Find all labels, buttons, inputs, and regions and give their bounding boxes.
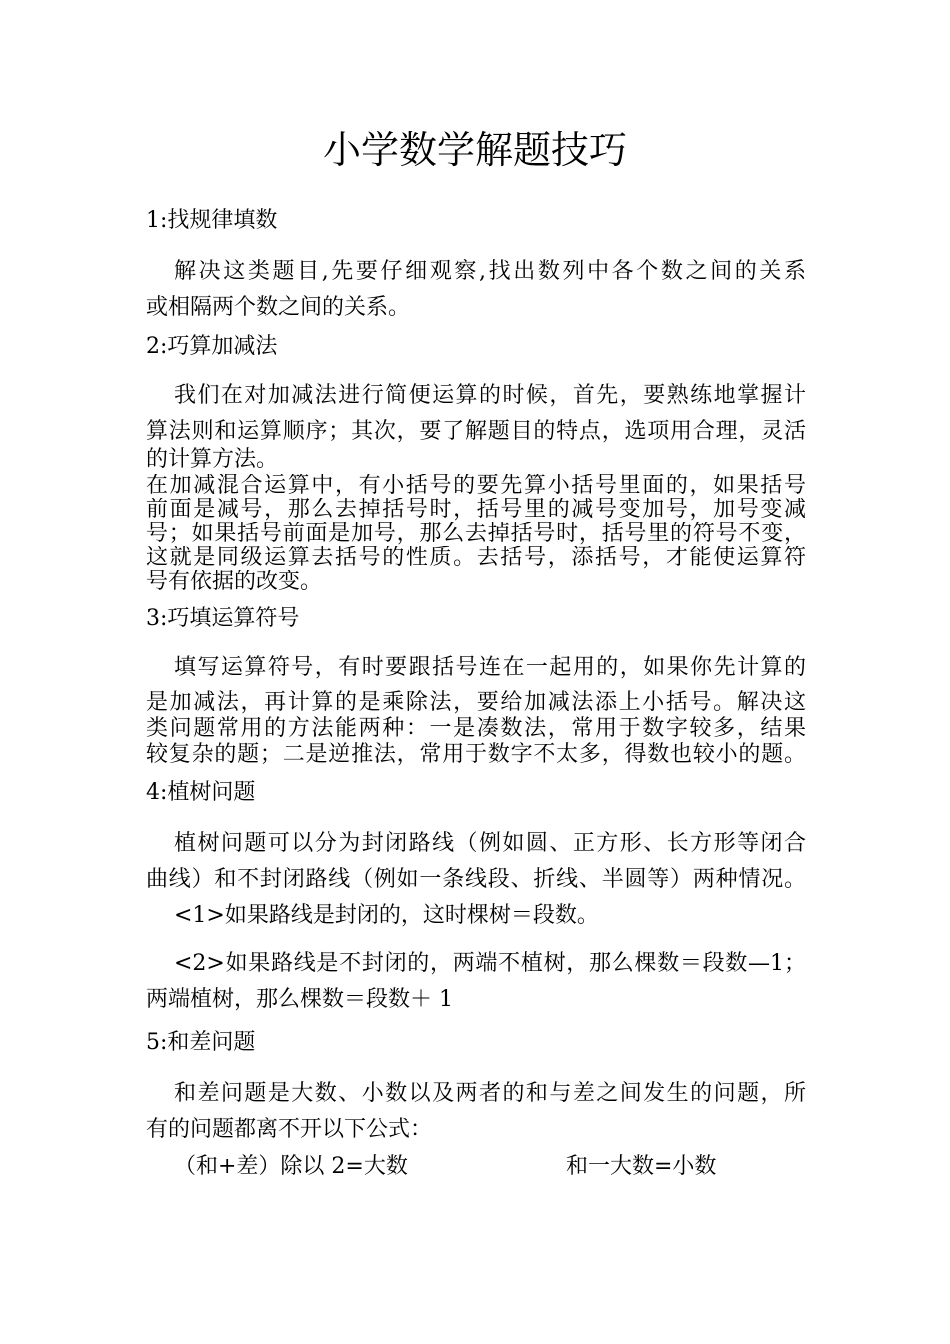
body-line: 算法则和运算顺序；其次，要了解题目的特点，选项用合理，灵活	[146, 419, 806, 444]
body-line: 填写运算符号，有时要跟括号连在一起用的，如果你先计算的	[174, 655, 806, 680]
body-line: 前面是减号，那么去掉括号时，括号里的减号变加号，加号变减	[146, 498, 806, 522]
formula-row	[146, 1152, 806, 1182]
body-line: <2>如果路线是不封闭的，两端不植树，那么棵数＝段数—1；	[174, 951, 806, 976]
body-line: 曲线）和不封闭路线（例如一条线段、折线、半圆等）两种情况。	[146, 867, 806, 892]
section-body-5	[146, 1080, 806, 1144]
body-line: 是加减法，再计算的是乘除法，要给加减法添上小括号。解决这	[146, 690, 806, 715]
body-line: 我们在对加减法进行简便运算的时候，首先，要熟练地掌握计	[174, 383, 806, 408]
section-heading-4: 4:植树问题	[146, 780, 256, 805]
body-line: 的计算方法。	[146, 447, 279, 472]
body-line: 号；如果括号前面是加号，那么去掉括号时，括号里的符号不变，	[146, 522, 806, 546]
section-heading-5: 5:和差问题	[146, 1030, 256, 1055]
body-line: <1>如果路线是封闭的，这时棵树＝段数。	[174, 903, 599, 928]
section-body-3	[146, 654, 806, 768]
section-body-4	[146, 830, 806, 1014]
section-heading-1: 1:找规律填数	[146, 208, 278, 233]
section-heading-3: 3:巧填运算符号	[146, 606, 300, 631]
body-line: 植树问题可以分为封闭路线（例如圆、正方形、长方形等闭合	[174, 831, 806, 856]
body-line: 两端植树，那么棵数＝段数＋ 1	[146, 987, 453, 1012]
body-line: 或相隔两个数之间的关系。	[146, 295, 411, 320]
section-body-1	[146, 258, 806, 322]
body-line: 在加减混合运算中，有小括号的要先算小括号里面的，如果括号	[146, 474, 806, 498]
section-body-2	[146, 382, 806, 594]
formula-big-number: （和+差）除以 2=大数	[174, 1154, 408, 1179]
body-line: 和差问题是大数、小数以及两者的和与差之间发生的问题，所	[174, 1081, 806, 1106]
body-line: 这就是同级运算去括号的性质。去括号，添括号，才能使运算符	[146, 546, 806, 570]
page-title: 小学数学解题技巧	[322, 128, 627, 172]
formula-small-number: 和一大数=小数	[566, 1154, 717, 1179]
body-line: 有的问题都离不开以下公式：	[146, 1117, 433, 1142]
body-line: 类问题常用的方法能两种：一是凑数法，常用于数字较多，结果	[146, 716, 806, 741]
section-heading-2: 2:巧算加减法	[146, 334, 278, 359]
body-line: 号有依据的改变。	[146, 570, 323, 594]
body-line: 较复杂的题；二是逆推法，常用于数字不太多，得数也较小的题。	[146, 742, 806, 767]
body-line: 解决这类题目,先要仔细观察,找出数列中各个数之间的关系	[174, 259, 806, 284]
